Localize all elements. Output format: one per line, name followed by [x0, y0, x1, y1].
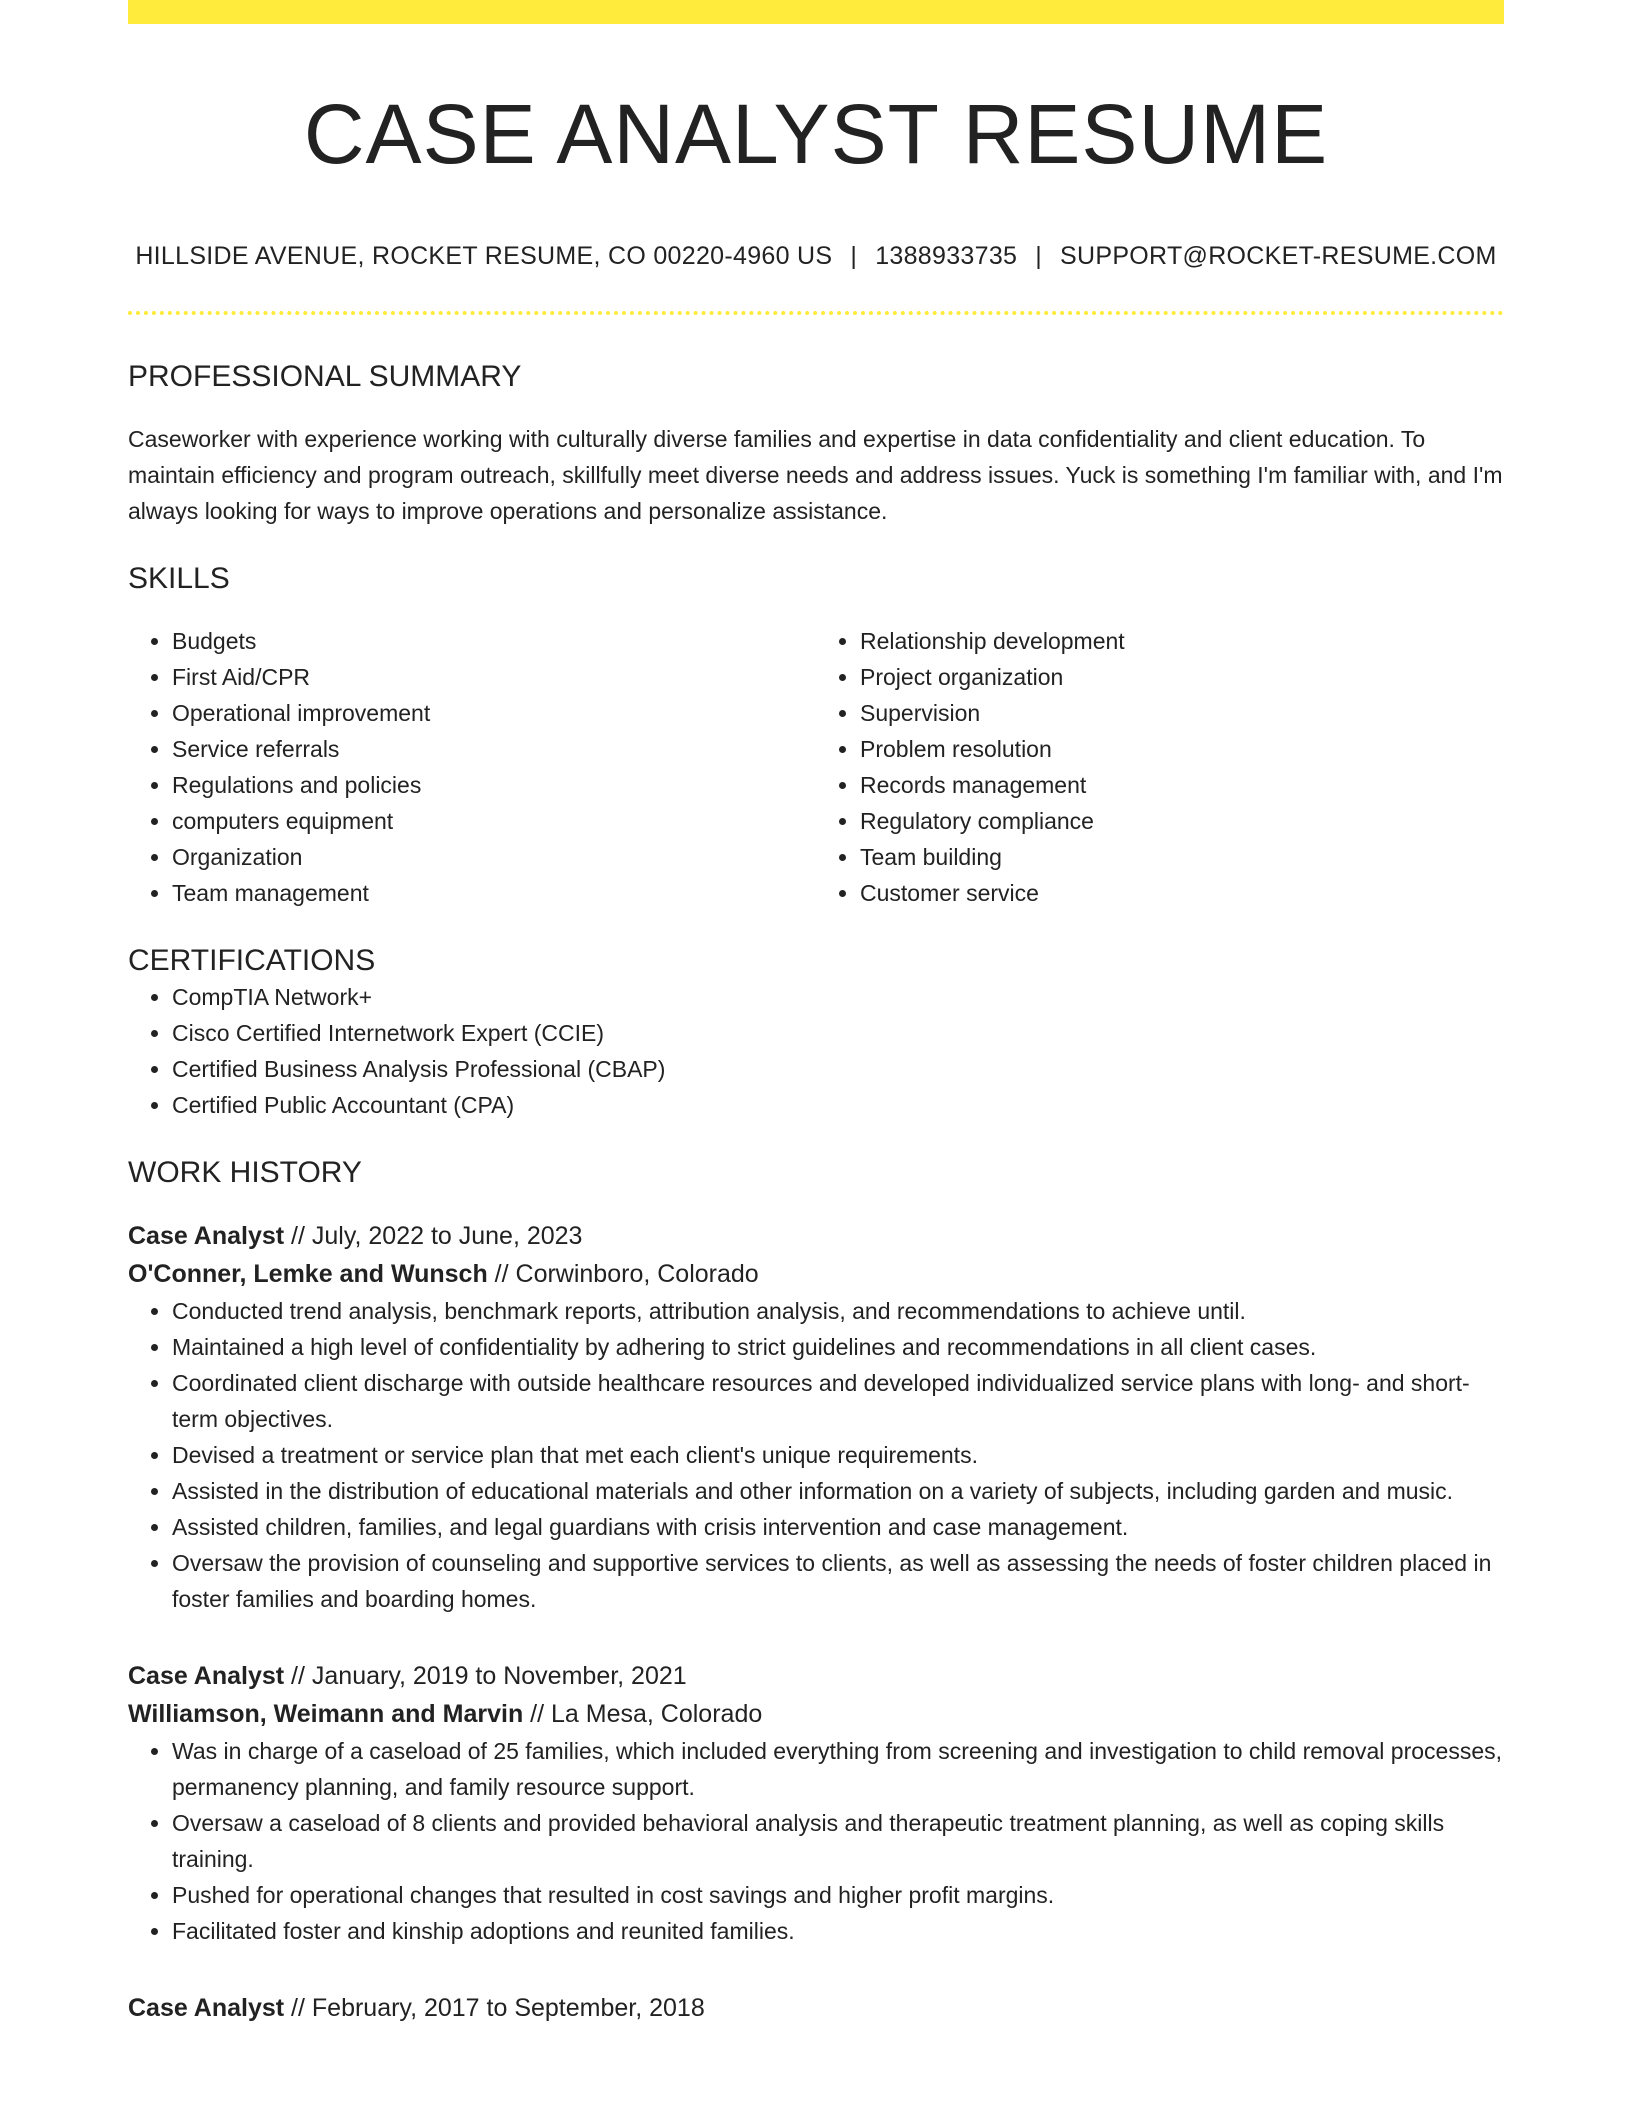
skill-item: • Project organization [860, 659, 1504, 695]
job-duty: • Conducted trend analysis, benchmark reports, attribution analysis, and recommendations to achieve until. [172, 1293, 1504, 1329]
skill-item: • Customer service [860, 875, 1504, 911]
certifications-heading: CERTIFICATIONS [128, 943, 376, 977]
skill-item: • Team management [172, 875, 816, 911]
job-company-line [128, 1695, 1504, 1733]
contact-separator: | [850, 241, 858, 270]
job-duty: • Was in charge of a caseload of 25 families, which included everything from screening and investigation to child removal processes, permanency planning, and family resource support. [172, 1733, 1504, 1805]
job-separator: // [284, 1993, 312, 2022]
skill-item: • Service referrals [172, 731, 816, 767]
job-title-line [128, 1217, 1504, 1255]
job-duty: • Devised a treatment or service plan that met each client's unique requirements. [172, 1437, 1504, 1473]
certification-item: • Certified Public Accountant (CPA) [172, 1087, 1504, 1123]
job-role: Case Analyst [128, 1221, 285, 1250]
job-location: Corwinboro, Colorado [515, 1259, 759, 1288]
job-company: Williamson, Weimann and Marvin [128, 1699, 524, 1728]
job-entry [128, 1989, 1504, 2027]
resume-page [128, 0, 1504, 2027]
skill-item: • Problem resolution [860, 731, 1504, 767]
skills-list-right [816, 623, 1504, 911]
certification-item: • CompTIA Network+ [172, 979, 1504, 1015]
skill-item: • Budgets [172, 623, 816, 659]
skill-item: • Operational improvement [172, 695, 816, 731]
certification-item: • Certified Business Analysis Professional (CBAP) [172, 1051, 1504, 1087]
job-duty: • Oversaw the provision of counseling and supportive services to clients, as well as assessing the needs of foster children placed in foster families and boarding homes. [172, 1545, 1504, 1617]
job-role: Case Analyst [128, 1661, 285, 1690]
skills-list-left [128, 623, 816, 911]
job-duty: • Oversaw a caseload of 8 clients and provided behavioral analysis and therapeutic treatment planning, as well as coping skills training. [172, 1805, 1504, 1877]
job-separator: // [523, 1699, 552, 1728]
skill-item: • Regulatory compliance [860, 803, 1504, 839]
job-role: Case Analyst [128, 1993, 285, 2022]
job-duty: • Assisted in the distribution of educational materials and other information on a variety of subjects, including garden and music. [172, 1473, 1504, 1509]
certification-item: • Cisco Certified Internetwork Expert (CCIE) [172, 1015, 1504, 1051]
job-entry [128, 1657, 1504, 1949]
job-duty: • Pushed for operational changes that resulted in cost savings and higher profit margins. [172, 1877, 1504, 1913]
certifications-list [128, 979, 1504, 1123]
job-duty: • Facilitated foster and kinship adoptions and reunited families. [172, 1913, 1504, 1949]
summary-text: Caseworker with experience working with culturally diverse families and expertise in data confidentiality and client education. To maintain efficiency and program outreach, skillfully meet diverse needs and address issues. Yuck is something I'm familiar with, and I'm always looking for ways to improve operations and personalize assistance. [128, 425, 1503, 524]
job-duty: • Assisted children, families, and legal guardians with crisis intervention and case management. [172, 1509, 1504, 1545]
work-history-heading: WORK HISTORY [128, 1155, 362, 1189]
top-accent-bar [128, 0, 1504, 24]
job-entry [128, 1217, 1504, 1617]
skill-item: • computers equipment [172, 803, 816, 839]
skill-item: • First Aid/CPR [172, 659, 816, 695]
job-duties-list [128, 1293, 1504, 1617]
job-title-line [128, 1657, 1504, 1695]
job-dates: January, 2019 to November, 2021 [311, 1661, 687, 1690]
summary-heading: PROFESSIONAL SUMMARY [128, 359, 522, 393]
skill-item: • Supervision [860, 695, 1504, 731]
skills-columns [128, 623, 1504, 911]
skill-item: • Regulations and policies [172, 767, 816, 803]
contact-line [128, 241, 1504, 271]
dotted-divider [128, 311, 1504, 315]
job-title-line [128, 1989, 1504, 2027]
job-company: O'Conner, Lemke and Wunsch [128, 1259, 488, 1288]
resume-title: CASE ANALYST RESUME [303, 87, 1329, 181]
skill-item: • Relationship development [860, 623, 1504, 659]
skill-item: • Organization [172, 839, 816, 875]
contact-separator: | [1035, 241, 1043, 270]
job-separator: // [487, 1259, 516, 1288]
contact-address: HILLSIDE AVENUE, ROCKET RESUME, CO 00220-4960 US [135, 241, 833, 270]
skill-item: • Records management [860, 767, 1504, 803]
job-duty: • Maintained a high level of confidentiality by adhering to strict guidelines and recommendations in all client cases. [172, 1329, 1504, 1365]
contact-email: SUPPORT@ROCKET-RESUME.COM [1060, 241, 1497, 270]
job-company-line [128, 1255, 1504, 1293]
job-separator: // [284, 1221, 312, 1250]
skill-item: • Team building [860, 839, 1504, 875]
job-duty: • Coordinated client discharge with outside healthcare resources and developed individualized service plans with long- and short-term objectives. [172, 1365, 1504, 1437]
skills-heading: SKILLS [128, 561, 230, 595]
contact-phone: 1388933735 [875, 241, 1018, 270]
job-location: La Mesa, Colorado [551, 1699, 763, 1728]
job-dates: July, 2022 to June, 2023 [311, 1221, 583, 1250]
job-dates: February, 2017 to September, 2018 [311, 1993, 705, 2022]
job-separator: // [284, 1661, 312, 1690]
job-duties-list [128, 1733, 1504, 1949]
